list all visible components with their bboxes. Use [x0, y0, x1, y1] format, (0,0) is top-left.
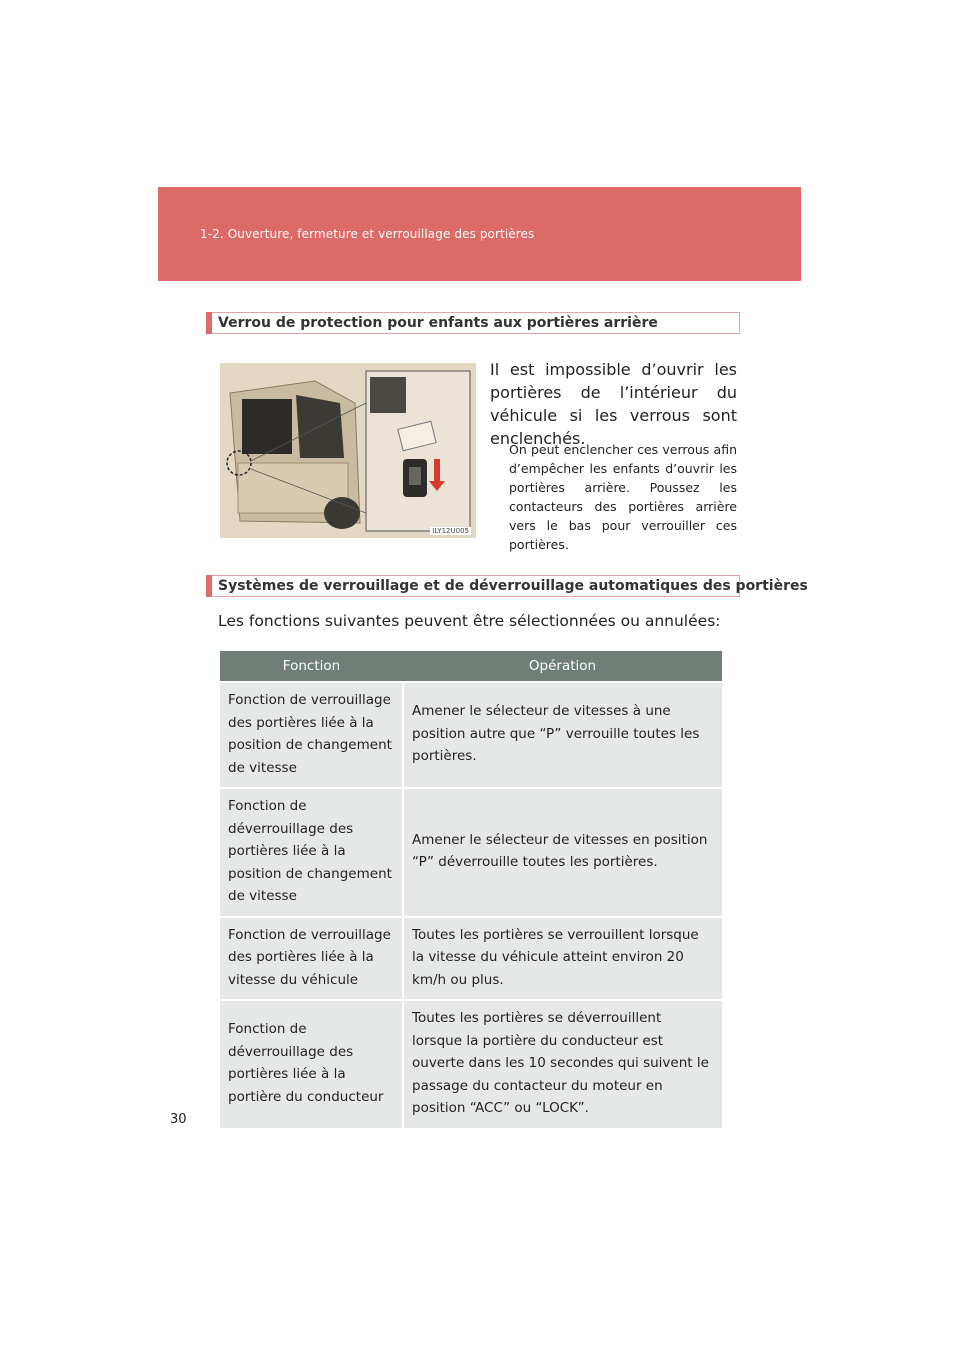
- section-marker: [206, 312, 212, 334]
- table-row: [220, 1000, 722, 1128]
- column-header-function: Fonction: [220, 651, 403, 682]
- operation-cell: Amener le sélecteur de vitesses à une position autre que “P” verrouille toutes les portières.: [403, 682, 722, 788]
- operation-cell: Toutes les portières se déverrouillent lorsque la portière du conducteur est ouverte dans les 10 secondes qui suivent le passage du contacteur du moteur en position “ACC” ou “LOCK”.: [403, 1000, 722, 1128]
- table-header-row: [220, 651, 722, 682]
- operation-cell: Amener le sélecteur de vitesses en position “P” déverrouille toutes les portières.: [403, 788, 722, 917]
- car-door-illustration: [220, 363, 476, 538]
- section-title-child-lock: [206, 312, 740, 334]
- intro-paragraph: Il est impossible d’ouvrir les portières de l’intérieur du véhicule si les verrous sont enclenchés.: [490, 360, 737, 448]
- table-row: [220, 788, 722, 917]
- child-lock-illustration: [220, 363, 476, 538]
- function-cell: Fonction de déverrouillage des portières liée à la position de changement de vitesse: [220, 788, 403, 917]
- function-cell: Fonction de déverrouillage des portières liée à la portière du conducteur: [220, 1000, 403, 1128]
- breadcrumb: 1-2. Ouverture, fermeture et verrouillage des portières: [200, 227, 535, 241]
- lead-sentence: Les fonctions suivantes peuvent être sélectionnées ou annulées:: [218, 612, 721, 630]
- section-title-text: Verrou de protection pour enfants aux portières arrière: [218, 315, 658, 331]
- image-caption: ILY12U005: [432, 527, 469, 535]
- table-row: [220, 917, 722, 1001]
- table-row: [220, 682, 722, 788]
- chapter-header: [158, 187, 801, 281]
- section-title-auto-lock: [206, 575, 808, 597]
- section-title-text: Systèmes de verrouillage et de déverrouillage automatiques des portières: [218, 578, 808, 594]
- column-header-operation: Opération: [403, 651, 722, 682]
- function-cell: Fonction de verrouillage des portières liée à la vitesse du véhicule: [220, 917, 403, 1001]
- note-paragraph: On peut enclencher ces verrous afin d’empêcher les enfants d’ouvrir les portières arrière. Poussez les contacteurs des portières arrière vers le bas pour verrouiller ces portières.: [509, 442, 737, 552]
- functions-table: [220, 651, 722, 1128]
- function-cell: Fonction de verrouillage des portières liée à la position de changement de vitesse: [220, 682, 403, 788]
- section-marker: [206, 575, 212, 597]
- operation-cell: Toutes les portières se verrouillent lorsque la vitesse du véhicule atteint environ 20 km/h ou plus.: [403, 917, 722, 1001]
- page-number: 30: [170, 1112, 187, 1127]
